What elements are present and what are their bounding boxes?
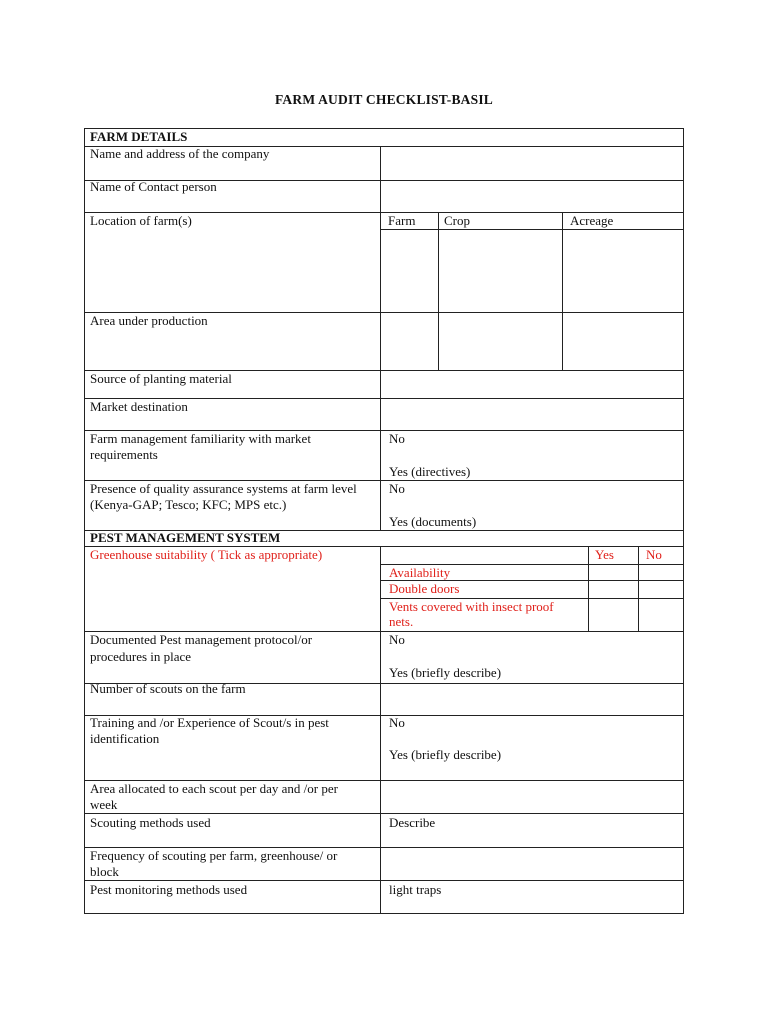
planting-material-label: Source of planting material <box>90 371 232 386</box>
column-divider <box>562 212 563 370</box>
mgmt-yes-option: Yes (directives) <box>389 464 471 479</box>
scouting-frequency-label-cont: block <box>90 864 119 879</box>
qa-no-option: No <box>389 481 405 496</box>
no-column-header: No <box>646 547 662 562</box>
mgmt-no-option: No <box>389 431 405 446</box>
scout-training-label-cont: identification <box>90 731 160 746</box>
protocol-no-option: No <box>389 632 405 647</box>
training-no-option: No <box>389 715 405 730</box>
row-divider <box>84 813 684 814</box>
qa-yes-option: Yes (documents) <box>389 514 477 529</box>
farm-details-heading: FARM DETAILS <box>90 129 188 144</box>
mgmt-familiarity-label-cont: requirements <box>90 447 158 462</box>
contact-person-label: Name of Contact person <box>90 179 217 194</box>
yes-column-header: Yes <box>595 547 614 562</box>
scout-area-label-cont: week <box>90 797 118 812</box>
name-address-label: Name and address of the company <box>90 146 270 161</box>
pest-protocol-label: Documented Pest management protocol/or <box>90 632 313 647</box>
row-divider <box>380 229 684 230</box>
page-title: FARM AUDIT CHECKLIST-BASIL <box>274 92 493 107</box>
row-divider <box>84 880 684 881</box>
vents-label-cont: nets. <box>389 614 414 629</box>
column-divider <box>380 146 381 530</box>
scouting-methods-label: Scouting methods used <box>90 815 211 830</box>
scouting-frequency-label: Frequency of scouting per farm, greenhouse/ or <box>90 848 338 863</box>
greenhouse-suitability-label: Greenhouse suitability ( Tick as appropriate) <box>90 547 323 562</box>
pest-protocol-label-cont: procedures in place <box>90 649 192 664</box>
mgmt-familiarity-label: Farm management familiarity with market <box>90 431 311 446</box>
farm-column-header: Farm <box>388 213 416 228</box>
column-divider <box>438 212 439 370</box>
vents-label: Vents covered with insect proof <box>389 599 554 614</box>
location-label: Location of farm(s) <box>90 213 192 228</box>
scouting-describe-label: Describe <box>389 815 436 830</box>
qa-systems-label: Presence of quality assurance systems at farm level <box>90 481 357 496</box>
scouts-number-label: Number of scouts on the farm <box>90 681 246 696</box>
training-yes-option: Yes (briefly describe) <box>389 747 502 762</box>
scout-training-label: Training and /or Experience of Scout/s in pest <box>90 715 329 730</box>
double-doors-label: Double doors <box>389 581 460 596</box>
protocol-yes-option: Yes (briefly describe) <box>389 665 502 680</box>
column-divider <box>588 546 589 631</box>
market-destination-label: Market destination <box>90 399 188 414</box>
area-under-production-label: Area under production <box>90 313 208 328</box>
pest-monitoring-label: Pest monitoring methods used <box>90 882 248 897</box>
column-divider <box>380 546 381 913</box>
column-divider <box>638 546 639 631</box>
crop-column-header: Crop <box>444 213 470 228</box>
availability-label: Availability <box>389 565 451 580</box>
light-traps-label: light traps <box>389 882 442 897</box>
scout-area-label: Area allocated to each scout per day and /or per <box>90 781 338 796</box>
qa-systems-label-cont: (Kenya-GAP; Tesco; KFC; MPS etc.) <box>90 497 287 512</box>
acreage-column-header: Acreage <box>570 213 614 228</box>
pest-management-heading: PEST MANAGEMENT SYSTEM <box>90 530 281 545</box>
